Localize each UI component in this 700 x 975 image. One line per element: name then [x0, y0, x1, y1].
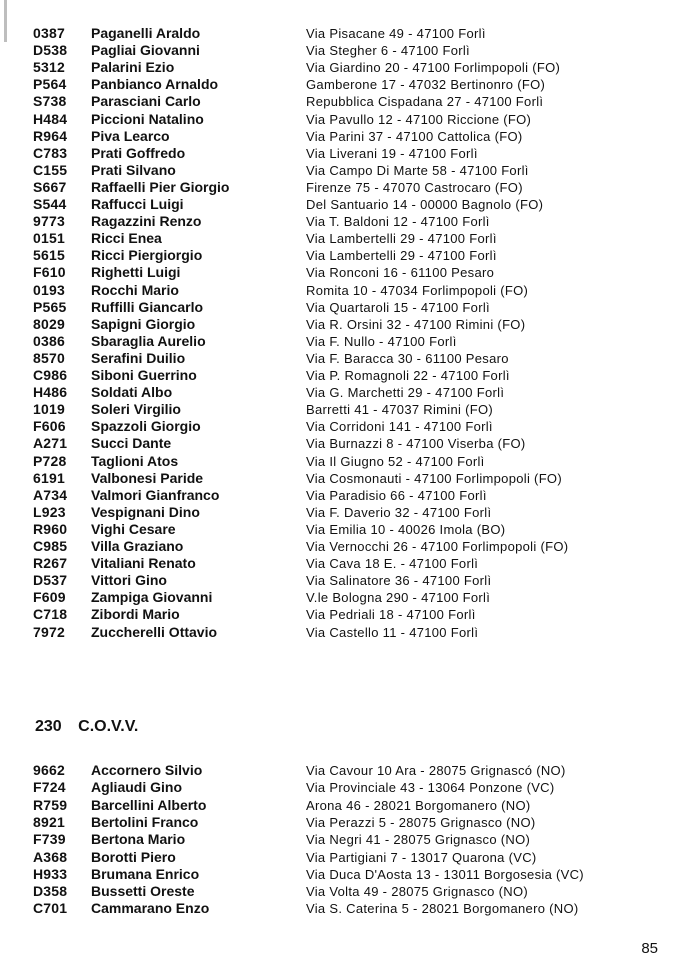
- member-code: S544: [33, 196, 67, 212]
- member-name: Palarini Ezio: [91, 59, 175, 76]
- member-code: D538: [33, 42, 68, 59]
- member-code: S738: [33, 93, 67, 110]
- member-name: Bertona Mario: [91, 831, 186, 848]
- member-code: P728: [33, 452, 67, 469]
- member-code: C718: [33, 606, 68, 623]
- member-address: Via Cava 18 E. - 47100 Forlì: [306, 556, 479, 572]
- member-code: F610: [33, 264, 66, 281]
- member-address: Via Salinatore 36 - 47100 Forlì: [306, 573, 492, 589]
- member-name: Prati Goffredo: [91, 144, 186, 161]
- member-row: [0, 624, 700, 641]
- member-row: [0, 849, 700, 866]
- member-code: L923: [33, 503, 66, 520]
- member-address: Via Paradisio 66 - 47100 Forlì: [306, 487, 487, 503]
- member-row: [0, 162, 700, 179]
- member-row: [0, 555, 700, 572]
- member-address: Via Pedriali 18 - 47100 Forlì: [306, 607, 476, 623]
- member-name: Piva Learco: [91, 127, 170, 144]
- member-row: [0, 25, 700, 42]
- member-address: Via Campo Di Marte 58 - 47100 Forlì: [306, 162, 529, 178]
- member-row: [0, 606, 700, 623]
- member-name: Villa Graziano: [91, 538, 184, 554]
- member-address: Via Provinciale 43 - 13064 Ponzone (VC): [306, 780, 555, 796]
- member-name: Vespignani Dino: [91, 503, 200, 520]
- member-name: Cammarano Enzo: [91, 900, 210, 917]
- member-row: [0, 384, 700, 401]
- member-code: F609: [33, 589, 66, 606]
- member-name: Raffucci Luigi: [91, 196, 184, 212]
- member-address: Via Pavullo 12 - 47100 Riccione (FO): [306, 111, 532, 127]
- member-address: Via Stegher 6 - 47100 Forlì: [306, 43, 470, 59]
- member-name: Rocchi Mario: [91, 281, 179, 298]
- member-address: V.le Bologna 290 - 47100 Forlì: [306, 590, 491, 606]
- member-code: C986: [33, 367, 68, 383]
- member-row: [0, 470, 700, 487]
- member-code: S667: [33, 178, 67, 195]
- member-address: Via Giardino 20 - 47100 Forlimpopoli (FO): [306, 60, 561, 76]
- member-name: Bertolini Franco: [91, 813, 199, 830]
- member-code: 0193: [33, 281, 65, 298]
- member-code: 9662: [33, 762, 65, 778]
- member-row: [0, 900, 700, 917]
- member-address: Via Corridoni 141 - 47100 Forlì: [306, 419, 493, 435]
- member-code: 9773: [33, 213, 65, 230]
- member-row: [0, 264, 700, 281]
- member-row: [0, 831, 700, 848]
- member-address: Via Lambertelli 29 - 47100 Forlì: [306, 231, 497, 247]
- member-row: [0, 418, 700, 435]
- member-name: Ricci Enea: [91, 230, 162, 247]
- member-code: C985: [33, 538, 68, 554]
- member-code: H933: [33, 865, 68, 882]
- member-code: 7972: [33, 623, 65, 640]
- member-name: Bussetti Oreste: [91, 883, 195, 900]
- member-row: [0, 230, 700, 247]
- member-row: [0, 589, 700, 606]
- member-code: H484: [33, 110, 68, 127]
- member-name: Siboni Guerrino: [91, 367, 197, 383]
- section-number: 230: [35, 718, 62, 735]
- member-name: Piccioni Natalino: [91, 110, 204, 127]
- member-code: 1019: [33, 401, 65, 418]
- member-code: 8921: [33, 813, 65, 830]
- member-address: Via G. Marchetti 29 - 47100 Forlì: [306, 385, 505, 401]
- member-name: Soleri Virgilio: [91, 401, 181, 418]
- member-address: Via Volta 49 - 28075 Grignasco (NO): [306, 884, 528, 900]
- member-row: [0, 42, 700, 59]
- member-address: Via Partigiani 7 - 13017 Quarona (VC): [306, 849, 537, 865]
- member-address: Via Emilia 10 - 40026 Imola (BO): [306, 521, 506, 537]
- member-name: Valmori Gianfranco: [91, 486, 220, 503]
- member-row: [0, 196, 700, 213]
- member-address: Via F. Daverio 32 - 47100 Forlì: [306, 504, 492, 520]
- member-name: Raffaelli Pier Giorgio: [91, 178, 230, 195]
- member-address: Barretti 41 - 47037 Rimini (FO): [306, 402, 494, 418]
- member-code: 5615: [33, 247, 65, 264]
- member-row: [0, 128, 700, 145]
- member-row: [0, 866, 700, 883]
- member-name: Valbonesi Paride: [91, 469, 204, 486]
- member-address: Via R. Orsini 32 - 47100 Rimini (FO): [306, 316, 526, 332]
- member-address: Via F. Nullo - 47100 Forlì: [306, 333, 457, 349]
- member-code: 8570: [33, 349, 65, 366]
- member-address: Via Duca D'Aosta 13 - 13011 Borgosesia (VC): [306, 866, 584, 882]
- member-address: Via Cavour 10 Ara - 28075 Grignascó (NO): [306, 763, 566, 778]
- member-code: R759: [33, 796, 68, 813]
- member-address: Via F. Baracca 30 - 61100 Pesaro: [306, 350, 509, 366]
- member-code: 6191: [33, 469, 65, 486]
- member-code: D358: [33, 883, 68, 900]
- member-code: D537: [33, 572, 68, 589]
- member-address: Via P. Romagnoli 22 - 47100 Forlì: [306, 368, 510, 383]
- member-row: [0, 883, 700, 900]
- member-name: Vitaliani Renato: [91, 555, 196, 572]
- member-code: F739: [33, 831, 66, 848]
- section-title: C.O.V.V.: [78, 718, 139, 735]
- page-number: 85: [641, 940, 658, 957]
- member-address: Via Parini 37 - 47100 Cattolica (FO): [306, 128, 523, 144]
- member-name: Borotti Piero: [91, 848, 176, 865]
- member-row: [0, 333, 700, 350]
- member-address: Via T. Baldoni 12 - 47100 Forlì: [306, 214, 490, 230]
- member-name: Parasciani Carlo: [91, 93, 201, 110]
- member-row: [0, 367, 700, 384]
- member-row: [0, 797, 700, 814]
- member-row: [0, 76, 700, 93]
- member-name: Spazzoli Giorgio: [91, 418, 201, 435]
- member-address: Via Castello 11 - 47100 Forlì: [306, 624, 479, 640]
- member-address: Via Vernocchi 26 - 47100 Forlimpopoli (FO): [306, 539, 569, 554]
- member-code: R267: [33, 555, 68, 572]
- member-name: Ricci Piergiorgio: [91, 247, 203, 264]
- member-name: Pagliai Giovanni: [91, 42, 200, 59]
- member-name: Righetti Luigi: [91, 264, 181, 281]
- member-code: A734: [33, 486, 68, 503]
- member-address: Via Pisacane 49 - 47100 Forlì: [306, 26, 486, 41]
- member-code: 0386: [33, 332, 65, 349]
- member-row: [0, 572, 700, 589]
- member-row: [0, 145, 700, 162]
- member-code: P564: [33, 76, 67, 93]
- member-row: [0, 59, 700, 76]
- member-row: [0, 401, 700, 418]
- member-code: A368: [33, 848, 68, 865]
- member-name: Ragazzini Renzo: [91, 213, 202, 230]
- member-code: P565: [33, 298, 67, 315]
- member-name: Zuccherelli Ottavio: [91, 623, 218, 640]
- member-row: [0, 350, 700, 367]
- member-code: F606: [33, 418, 66, 435]
- member-name: Agliaudi Gino: [91, 779, 182, 796]
- member-row: [0, 435, 700, 452]
- member-code: 0387: [33, 25, 65, 41]
- member-name: Vittori Gino: [91, 572, 167, 589]
- member-name: Zampiga Giovanni: [91, 589, 213, 606]
- member-name: Vighi Cesare: [91, 520, 176, 537]
- member-code: 0151: [33, 230, 65, 247]
- member-address: Via Lambertelli 29 - 47100 Forlì: [306, 248, 497, 264]
- member-row: [0, 762, 700, 779]
- member-name: Succi Dante: [91, 435, 172, 452]
- member-address: Via Perazzi 5 - 28075 Grignasco (NO): [306, 814, 536, 830]
- member-address: Via Burnazzi 8 - 47100 Viserba (FO): [306, 436, 526, 452]
- member-row: [0, 299, 700, 316]
- member-name: Prati Silvano: [91, 161, 176, 178]
- member-row: [0, 814, 700, 831]
- member-row: [0, 316, 700, 333]
- member-address: Via Quartaroli 15 - 47100 Forlì: [306, 299, 490, 315]
- member-row: [0, 247, 700, 264]
- member-name: Taglioni Atos: [91, 452, 179, 469]
- member-row: [0, 504, 700, 521]
- member-row: [0, 487, 700, 504]
- member-name: Paganelli Araldo: [91, 25, 201, 41]
- member-name: Panbianco Arnaldo: [91, 76, 219, 93]
- member-name: Barcellini Alberto: [91, 796, 207, 813]
- member-row: [0, 282, 700, 299]
- member-name: Sbaraglia Aurelio: [91, 332, 206, 349]
- member-code: H486: [33, 384, 68, 401]
- member-name: Ruffilli Giancarlo: [91, 298, 204, 315]
- member-address: Arona 46 - 28021 Borgomanero (NO): [306, 797, 531, 813]
- member-address: Via S. Caterina 5 - 28021 Borgomanero (NO): [306, 901, 579, 917]
- member-name: Accornero Silvio: [91, 762, 203, 778]
- member-code: R960: [33, 520, 68, 537]
- member-name: Soldati Albo: [91, 384, 173, 401]
- member-row: [0, 453, 700, 470]
- member-row: [0, 93, 700, 110]
- member-row: [0, 179, 700, 196]
- member-address: Via Il Giugno 52 - 47100 Forlì: [306, 453, 485, 469]
- member-code: 8029: [33, 315, 65, 332]
- member-code: C701: [33, 900, 68, 917]
- member-address: Via Cosmonauti - 47100 Forlimpopoli (FO): [306, 470, 562, 486]
- member-name: Zibordi Mario: [91, 606, 180, 623]
- member-code: R964: [33, 127, 68, 144]
- member-address: Firenze 75 - 47070 Castrocaro (FO): [306, 179, 523, 195]
- member-code: C155: [33, 161, 68, 178]
- member-code: 5312: [33, 59, 65, 76]
- member-address: Romita 10 - 47034 Forlimpopoli (FO): [306, 282, 529, 298]
- member-code: A271: [33, 435, 68, 452]
- member-code: C783: [33, 144, 68, 161]
- member-address: Repubblica Cispadana 27 - 47100 Forlì: [306, 94, 544, 110]
- member-address: Del Santuario 14 - 00000 Bagnolo (FO): [306, 197, 544, 212]
- member-row: [0, 521, 700, 538]
- member-row: [0, 111, 700, 128]
- member-address: Via Ronconi 16 - 61100 Pesaro: [306, 265, 495, 281]
- section-heading: [35, 718, 138, 736]
- member-address: Via Liverani 19 - 47100 Forlì: [306, 145, 478, 161]
- member-name: Sapigni Giorgio: [91, 315, 196, 332]
- member-address: Via Negri 41 - 28075 Grignasco (NO): [306, 832, 531, 848]
- member-name: Brumana Enrico: [91, 865, 200, 882]
- member-row: [0, 779, 700, 796]
- member-address: Gamberone 17 - 47032 Bertinonro (FO): [306, 77, 546, 93]
- member-row: [0, 538, 700, 555]
- member-code: F724: [33, 779, 66, 796]
- member-row: [0, 213, 700, 230]
- member-name: Serafini Duilio: [91, 349, 186, 366]
